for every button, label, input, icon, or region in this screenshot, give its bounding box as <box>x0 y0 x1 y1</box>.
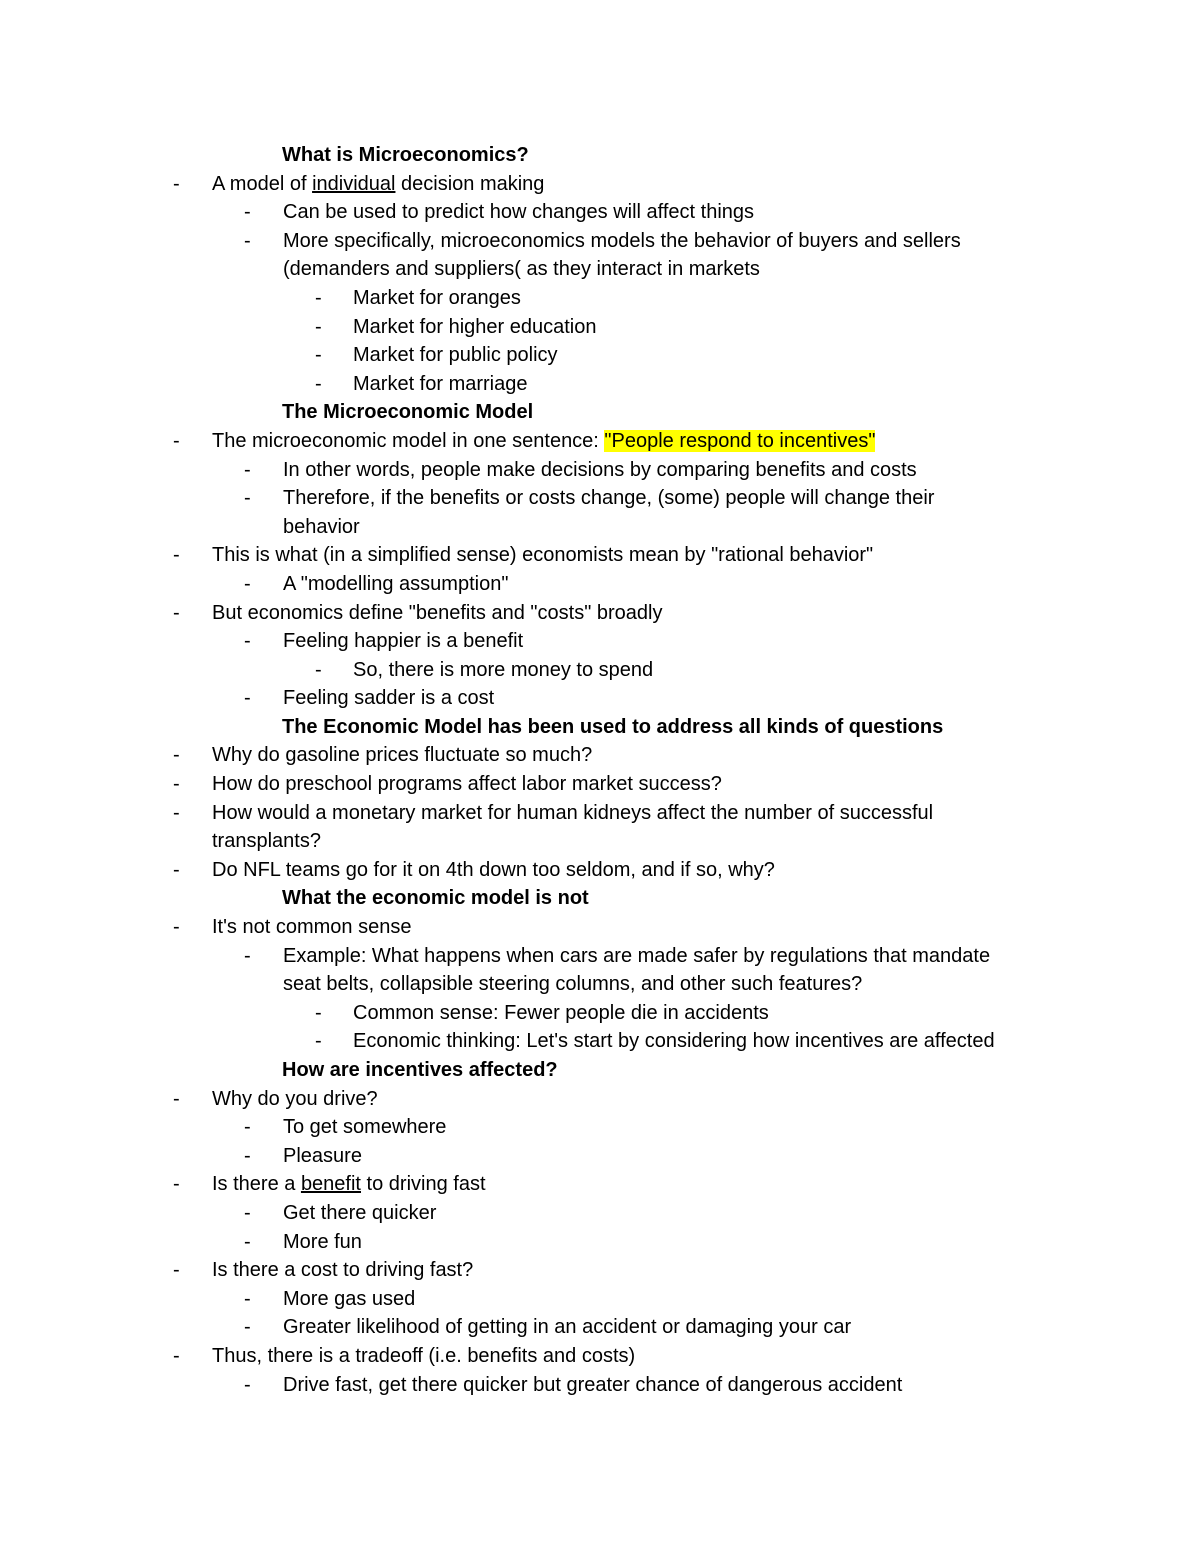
heading-text: What is Microeconomics? <box>282 144 529 166</box>
bullet-item <box>0 484 1200 513</box>
bullet-dash: - <box>244 630 251 653</box>
bullet-item <box>0 227 1200 256</box>
highlighted-quote: "People respond to incentives" <box>604 429 876 452</box>
bullet-item <box>0 456 1200 485</box>
bullet-item <box>0 741 1200 770</box>
bullet-text: So, there is more money to spend <box>353 658 654 681</box>
bullet-text: More gas used <box>283 1287 416 1310</box>
bullet-text: How do preschool programs affect labor market success? <box>212 773 722 796</box>
bullet-text: Greater likelihood of getting in an accident or damaging your car <box>283 1316 852 1339</box>
bullet-item <box>0 1256 1200 1285</box>
bullet-dash: - <box>173 429 180 452</box>
bullet-dash: - <box>173 1259 180 1282</box>
bullet-item <box>0 1342 1200 1371</box>
bullet-text: Is there a cost to driving fast? <box>212 1259 474 1282</box>
bullet-dash: - <box>173 1087 180 1110</box>
bullet-dash: - <box>173 744 180 767</box>
bullet-item <box>0 656 1200 685</box>
bullet-item <box>0 170 1200 199</box>
bullet-text: Economic thinking: Let's start by considering how incentives are affected <box>353 1030 995 1053</box>
section-heading-how-are-incentives-affected <box>141 1056 1200 1085</box>
bullet-text: Therefore, if the benefits or costs change, (some) people will change their <box>283 487 935 510</box>
section-heading-what-the-economic-model-is-not <box>141 884 1200 913</box>
heading-text: What the economic model is not <box>282 887 589 910</box>
bullet-item <box>0 1285 1200 1314</box>
bullet-text: Market for oranges <box>353 286 521 309</box>
bullet-dash: - <box>244 687 251 710</box>
bullet-text: Why do gasoline prices fluctuate so much? <box>212 744 593 767</box>
bullet-text: Feeling happier is a benefit <box>283 630 524 653</box>
bullet-continuation <box>0 513 1200 542</box>
bullet-text: How would a monetary market for human kidneys affect the number of successful <box>212 801 934 824</box>
bullet-dash: - <box>244 1116 251 1139</box>
heading-text: How are incentives affected? <box>282 1059 558 1081</box>
bullet-text: Why do you drive? <box>212 1087 378 1110</box>
bullet-text: transplants? <box>212 830 321 853</box>
bullet-dash: - <box>173 601 180 624</box>
bullet-dash: - <box>244 229 251 252</box>
bullet-text-lead: A model of <box>212 172 313 195</box>
bullet-text: Drive fast, get there quicker but greater chance of dangerous accident <box>283 1373 903 1396</box>
bullet-text: But economics define "benefits and "costs" broadly <box>212 601 663 624</box>
bullet-dash: - <box>315 344 322 367</box>
document-page <box>0 141 1200 1399</box>
bullet-dash: - <box>244 1144 251 1167</box>
bullet-dash: - <box>244 1316 251 1339</box>
bullet-item <box>0 198 1200 227</box>
bullet-item <box>0 913 1200 942</box>
underlined-term: benefit <box>300 1173 361 1196</box>
bullet-dash: - <box>244 944 251 967</box>
bullet-dash: - <box>244 458 251 481</box>
bullet-dash: - <box>173 1344 180 1367</box>
bullet-item <box>0 1085 1200 1114</box>
bullet-item <box>0 370 1200 399</box>
bullet-text: Market for higher education <box>353 315 597 338</box>
bullet-item <box>0 1113 1200 1142</box>
bullet-dash: - <box>173 916 180 939</box>
section-heading-the-economic-model-has-been-used-to-addr <box>141 713 1200 742</box>
heading-text: The Economic Model has been used to address all kinds of questions <box>282 715 944 738</box>
bullet-item <box>0 1170 1200 1199</box>
bullet-item <box>0 570 1200 599</box>
bullet-text: behavior <box>283 515 360 538</box>
bullet-text-tail: decision making <box>395 172 545 195</box>
bullet-dash: - <box>173 858 180 881</box>
bullet-item <box>0 1142 1200 1171</box>
bullet-dash: - <box>173 1173 180 1196</box>
bullet-dash: - <box>315 658 322 681</box>
bullet-dash: - <box>315 1001 322 1024</box>
bullet-text: More fun <box>283 1230 362 1253</box>
bullet-dash: - <box>173 801 180 824</box>
bullet-item <box>0 313 1200 342</box>
bullet-dash: - <box>244 1230 251 1253</box>
bullet-dash: - <box>244 487 251 510</box>
bullet-continuation <box>0 255 1200 284</box>
bullet-dash: - <box>244 1373 251 1396</box>
bullet-text: More specifically, microeconomics models the behavior of buyers and sellers <box>283 229 961 252</box>
bullet-dash: - <box>315 372 322 395</box>
bullet-item <box>0 341 1200 370</box>
bullet-continuation <box>0 827 1200 856</box>
bullet-text: (demanders and suppliers( as they interact in markets <box>283 258 760 281</box>
bullet-dash: - <box>244 1201 251 1224</box>
bullet-text: seat belts, collapsible steering columns, and other such features? <box>283 973 863 996</box>
bullet-text: Can be used to predict how changes will affect things <box>283 201 755 224</box>
bullet-text-lead: Is there a <box>212 1173 301 1196</box>
bullet-item <box>0 684 1200 713</box>
bullet-item <box>0 999 1200 1028</box>
bullet-dash: - <box>244 1287 251 1310</box>
bullet-text: Pleasure <box>283 1144 362 1167</box>
bullet-dash: - <box>244 572 251 595</box>
bullet-text: Get there quicker <box>283 1201 437 1224</box>
bullet-text: Example: What happens when cars are made safer by regulations that mandate <box>283 944 991 967</box>
bullet-item <box>0 1371 1200 1400</box>
bullet-text: Feeling sadder is a cost <box>283 687 495 710</box>
bullet-continuation <box>0 970 1200 999</box>
bullet-item <box>0 799 1200 828</box>
bullet-dash: - <box>244 201 251 224</box>
bullet-item <box>0 1199 1200 1228</box>
bullet-text: Market for public policy <box>353 344 558 367</box>
bullet-item <box>0 427 1200 456</box>
bullet-text <box>212 427 875 456</box>
bullet-text: Common sense: Fewer people die in accidents <box>353 1001 769 1024</box>
bullet-item <box>0 627 1200 656</box>
bullet-dash: - <box>315 286 322 309</box>
bullet-dash: - <box>173 773 180 796</box>
bullet-item <box>0 541 1200 570</box>
bullet-text-tail: to driving fast <box>361 1173 486 1196</box>
bullet-item <box>0 284 1200 313</box>
bullet-text: Thus, there is a tradeoff (i.e. benefits and costs) <box>212 1344 636 1367</box>
bullet-item <box>0 942 1200 971</box>
bullet-item <box>0 770 1200 799</box>
bullet-text: A "modelling assumption" <box>283 572 509 595</box>
underlined-term: individual <box>312 172 396 195</box>
heading-text: The Microeconomic Model <box>282 401 534 424</box>
bullet-text: It's not common sense <box>212 916 412 939</box>
bullet-dash: - <box>173 172 180 195</box>
bullet-item <box>0 856 1200 885</box>
bullet-text: This is what (in a simplified sense) economists mean by "rational behavior" <box>212 544 874 567</box>
bullet-text: To get somewhere <box>283 1116 447 1139</box>
bullet-text: Market for marriage <box>353 372 528 395</box>
bullet-item <box>0 1228 1200 1257</box>
bullet-item <box>0 1027 1200 1056</box>
bullet-text: Do NFL teams go for it on 4th down too seldom, and if so, why? <box>212 858 775 881</box>
bullet-item <box>0 599 1200 628</box>
bullet-dash: - <box>315 1030 322 1053</box>
section-heading-what-is-microeconomics <box>141 141 1200 170</box>
bullet-dash: - <box>173 544 180 567</box>
bullet-dash: - <box>315 315 322 338</box>
section-heading-the-microeconomic-model <box>141 398 1200 427</box>
bullet-text-lead: The microeconomic model in one sentence: <box>212 429 605 452</box>
bullet-item <box>0 1313 1200 1342</box>
bullet-text: In other words, people make decisions by comparing benefits and costs <box>283 458 917 481</box>
bullet-text <box>212 170 544 199</box>
bullet-text <box>212 1170 486 1199</box>
